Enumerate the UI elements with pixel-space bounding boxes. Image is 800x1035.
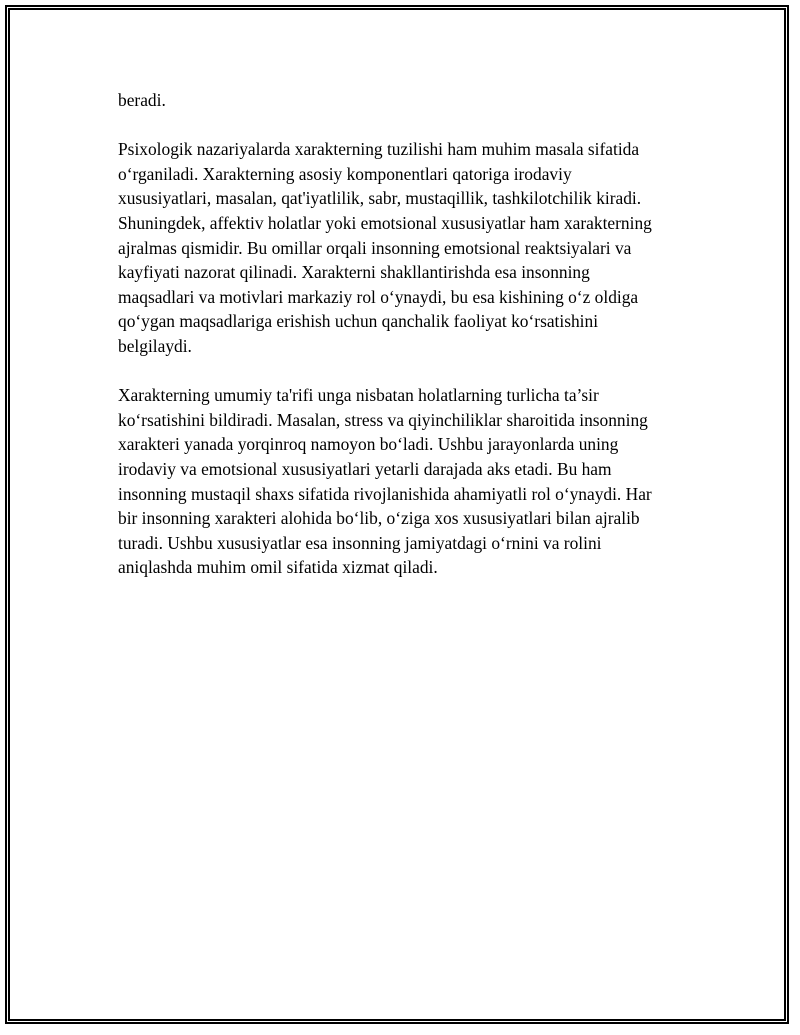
paragraph-character-definition (118, 383, 688, 580)
text-line: turadi. Ushbu xususiyatlar esa insonning jamiyatdagi o‘rnini va rolini (118, 532, 602, 553)
text-line: kayfiyati nazorat qilinadi. Xarakterni shakllantirishda esa insonning (118, 262, 590, 283)
text-line: xususiyatlari, masalan, qat'iyatlilik, sabr, mustaqillik, tashkilotchilik kiradi. (118, 188, 642, 209)
text-line: insonning mustaqil shaxs sifatida rivojlanishida ahamiyatli rol o‘ynaydi. Har (118, 483, 652, 504)
text-line: maqsadlari va motivlari markaziy rol o‘ynaydi, bu esa kishining o‘z oldiga (118, 286, 639, 307)
text-line: ko‘rsatishini bildiradi. Masalan, stress va qiyinchiliklar sharoitida insonning (118, 409, 648, 430)
text-line: o‘rganiladi. Xarakterning asosiy komponentlari qatoriga irodaviy (118, 163, 572, 184)
text-line: Psixologik nazariyalarda xarakterning tuzilishi ham muhim masala sifatida (118, 139, 640, 160)
text-line: Shuningdek, affektiv holatlar yoki emotsional xususiyatlar ham xarakterning (118, 212, 652, 233)
text-line: beradi. (118, 90, 166, 110)
text-line: qo‘ygan maqsadlariga erishish uchun qanchalik faoliyat ko‘rsatishini (118, 311, 599, 332)
text-line: xarakteri yanada yorqinroq namoyon bo‘ladi. Ushbu jarayonlarda uning (118, 434, 619, 455)
text-line: Xarakterning umumiy ta'rifi unga nisbatan holatlarning turlicha ta’sir (118, 385, 599, 406)
text-line: aniqlashda muhim omil sifatida xizmat qiladi. (118, 557, 438, 578)
text-line: belgilaydi. (118, 335, 192, 356)
document-body (118, 88, 688, 604)
paragraph-character-structure (118, 137, 688, 358)
text-line: bir insonning xarakteri alohida bo‘lib, o‘ziga xos xususiyatlari bilan ajralib (118, 508, 640, 529)
paragraph-continuation (118, 88, 688, 113)
text-line: ajralmas qismidir. Bu omillar orqali insonning emotsional reaktsiyalari va (118, 237, 632, 258)
text-line: irodaviy va emotsional xususiyatlari yetarli darajada aks etadi. Bu ham (118, 458, 612, 479)
